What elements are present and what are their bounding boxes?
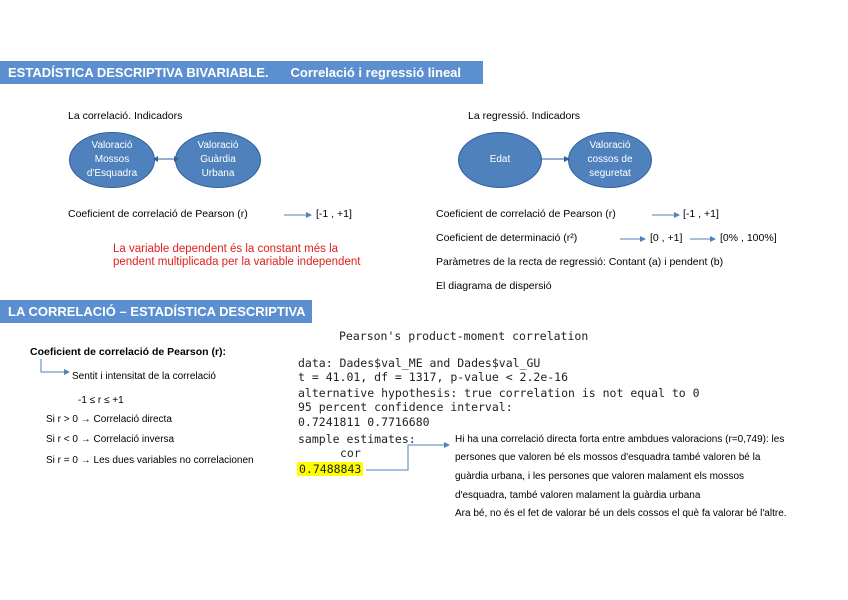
elbow-arrow-icon — [40, 359, 70, 377]
correlation-pearson-label: Coeficient de correlació de Pearson (r) — [68, 208, 248, 220]
node-line: Urbana — [201, 168, 235, 179]
pearson-range: -1 ≤ r ≤ +1 — [78, 395, 124, 406]
arrow-right-icon — [540, 154, 570, 164]
determination-label: Coeficient de determinació (r²) — [436, 232, 578, 244]
section-banner-correlation — [0, 300, 312, 323]
regression-params: Paràmetres de la recta de regressió: Contant (a) i pendent (b) — [436, 256, 724, 268]
node-line: seguretat — [589, 168, 631, 179]
regression-pearson-range: [-1 , +1] — [683, 208, 719, 220]
arrow-right-icon — [652, 210, 680, 220]
regression-pearson-label: Coeficient de correlació de Pearson (r) — [436, 208, 616, 220]
case-positive: Si r > 0 → Correlació directa — [46, 414, 172, 425]
double-arrow-icon — [153, 154, 179, 164]
node-edat — [458, 132, 542, 188]
output-line: data: Dades$val_ME and Dades$val_GU — [298, 356, 541, 370]
node-line: Valoració — [91, 140, 133, 151]
node-line: Valoració — [197, 140, 239, 151]
output-cor-value: 0.7488843 — [299, 462, 362, 476]
node-guardia — [175, 132, 261, 188]
interpretation-line: d'esquadra, també valoren malament la guàrdia urbana — [455, 490, 701, 501]
node-mossos — [69, 132, 155, 188]
output-line: alternative hypothesis: true correlation is not equal to 0 — [298, 386, 700, 400]
output-line: t = 41.01, df = 1317, p-value < 2.2e-16 — [298, 370, 569, 384]
interpretation-line: Ara bé, no és el fet de valorar bé un dels cossos el què fa valorar bé l'altre. — [455, 508, 787, 519]
node-line: cossos de — [587, 154, 633, 165]
case-zero: Si r = 0 → Les dues variables no correlacionen — [46, 455, 254, 466]
node-line: Guàrdia — [200, 154, 236, 165]
interpretation-line: Hi ha una correlació directa forta entre ambdues valoracions (r=0,749): les — [455, 434, 785, 445]
node-cossos — [568, 132, 652, 188]
interpretation-line: guàrdia urbana, i les persones que valoren malament els mossos — [455, 471, 745, 482]
correlation-heading: La correlació. Indicadors — [68, 110, 183, 122]
node-line: Valoració — [589, 140, 631, 151]
pearson-sense: Sentit i intensitat de la correlació — [72, 371, 216, 382]
arrow-right-icon — [690, 234, 716, 244]
interpretation-line: persones que valoren bé els mossos d'esquadra també valoren bé la — [455, 452, 761, 463]
section-banner-bivariable — [0, 61, 483, 84]
arrow-right-icon — [284, 210, 312, 220]
output-line: 0.7241811 0.7716680 — [298, 415, 430, 429]
determination-range: [0 , +1] — [650, 232, 683, 244]
banner-title: LA CORRELACIÓ – ESTADÍSTICA DESCRIPTIVA — [8, 304, 306, 319]
regression-heading: La regressió. Indicadors — [468, 110, 581, 122]
node-line: Edat — [489, 154, 511, 165]
arrow-right-icon — [620, 234, 646, 244]
scatter-diagram: El diagrama de dispersió — [436, 280, 552, 292]
output-title: Pearson's product-moment correlation — [339, 329, 589, 343]
output-sample-label: sample estimates: — [298, 432, 416, 446]
node-line: d'Esquadra — [86, 168, 138, 179]
output-cor-label: cor — [340, 446, 361, 460]
output-line: 95 percent confidence interval: — [298, 400, 513, 414]
elbow-arrow-icon — [366, 440, 450, 472]
case-negative: Si r < 0 → Correlació inversa — [46, 434, 175, 445]
correlation-pearson-range: [-1 , +1] — [316, 208, 352, 220]
banner-title: ESTADÍSTICA DESCRIPTIVA BIVARIABLE. — [8, 65, 269, 80]
regression-note: La variable dependent és la constant més la pendent multiplicada per la variable independent — [113, 243, 361, 268]
banner-subtitle: Correlació i regressió lineal — [290, 65, 462, 80]
determination-percent: [0% , 100%] — [720, 232, 777, 244]
node-line: Mossos — [94, 154, 130, 165]
pearson-heading: Coeficient de correlació de Pearson (r): — [30, 346, 227, 358]
